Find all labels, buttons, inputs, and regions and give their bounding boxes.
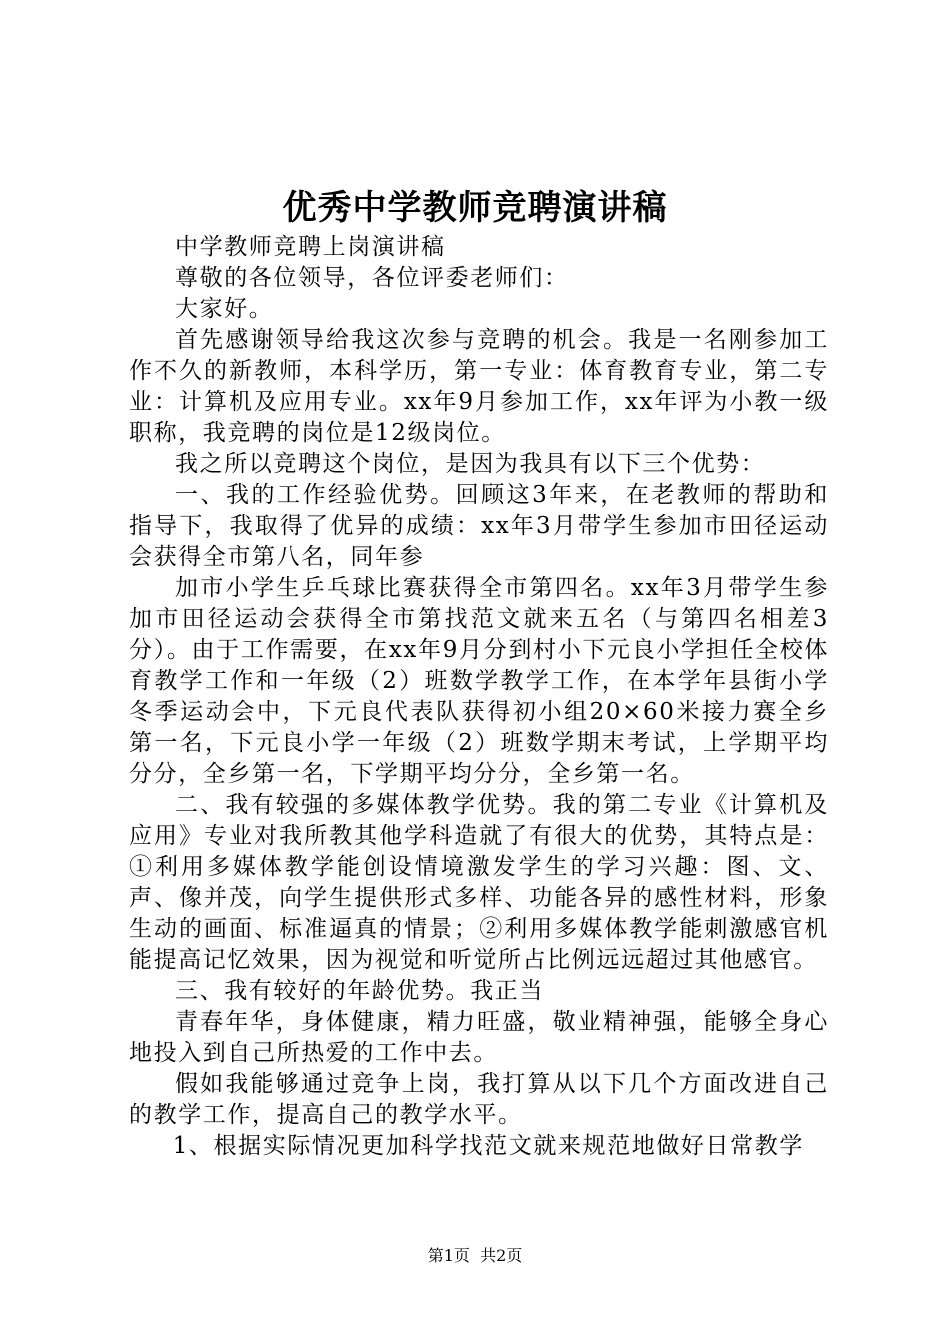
paragraph: 一、我的工作经验优势。回顾这3年来，在老教师的帮助和指导下，我取得了优异的成绩：xx年3月带学生参加市田径运动会获得全市第八名，同年参 [129, 482, 829, 570]
paragraph: 首先感谢领导给我这次参与竞聘的机会。我是一名刚参加工作不久的新教师，本科学历，第一专业：体育教育专业，第二专业：计算机及应用专业。xx年9月参加工作，xx年评为小教一级职称，我竞聘的岗位是12级岗位。 [129, 327, 829, 446]
document-body [129, 232, 829, 1162]
paragraph: 三、我有较好的年龄优势。我正当 [175, 978, 544, 1004]
page-number: 第1页 [427, 1246, 470, 1265]
page-total: 共2页 [480, 1246, 523, 1265]
paragraph: 中学教师竞聘上岗演讲稿 [175, 234, 446, 260]
paragraph: 青春年华，身体健康，精力旺盛，敬业精神强，能够全身心地投入到自己所热爱的工作中去。 [129, 1009, 829, 1066]
paragraph: 假如我能够通过竞争上岗，我打算从以下几个方面改进自己的教学工作，提高自己的教学水平。 [129, 1071, 829, 1128]
page-footer [0, 1244, 950, 1268]
paragraph: 二、我有较强的多媒体教学优势。我的第二专业《计算机及应用》专业对我所教其他学科造就了有很大的优势，其特点是：①利用多媒体教学能创设情境激发学生的学习兴趣：图、文、声、像并茂，向学生提供形式多样、功能各异的感性材料，形象生动的画面、标准逼真的情景；②利用多媒体教学能刺激感官机能提高记忆效果，因为视觉和听觉所占比例远远超过其他感官。 [129, 792, 829, 973]
paragraph: 加市小学生乒乓球比赛获得全市第四名。xx年3月带学生参加市田径运动会获得全市第找范文就来五名（与第四名相差3分）。由于工作需要，在xx年9月分到村小下元良小学担任全校体育教学工作和一年级（2）班数学教学工作，在本学年县街小学冬季运动会中，下元良代表队获得初小组20×60米接力赛全乡第一名，下元良小学一年级（2）班数学期末考试，上学期平均分分，全乡第一名，下学期平均分分，全乡第一名。 [129, 575, 829, 787]
paragraph: 1、根据实际情况更加科学找范文就来规范地做好日常教学 [172, 1133, 804, 1159]
paragraph: 我之所以竞聘这个岗位，是因为我具有以下三个优势： [175, 451, 766, 477]
paragraph: 大家好。 [175, 296, 274, 322]
paragraph: 尊敬的各位领导，各位评委老师们： [175, 265, 569, 291]
footer-spacer [470, 1246, 480, 1265]
page-title: 优秀中学教师竞聘演讲稿 [282, 188, 668, 228]
